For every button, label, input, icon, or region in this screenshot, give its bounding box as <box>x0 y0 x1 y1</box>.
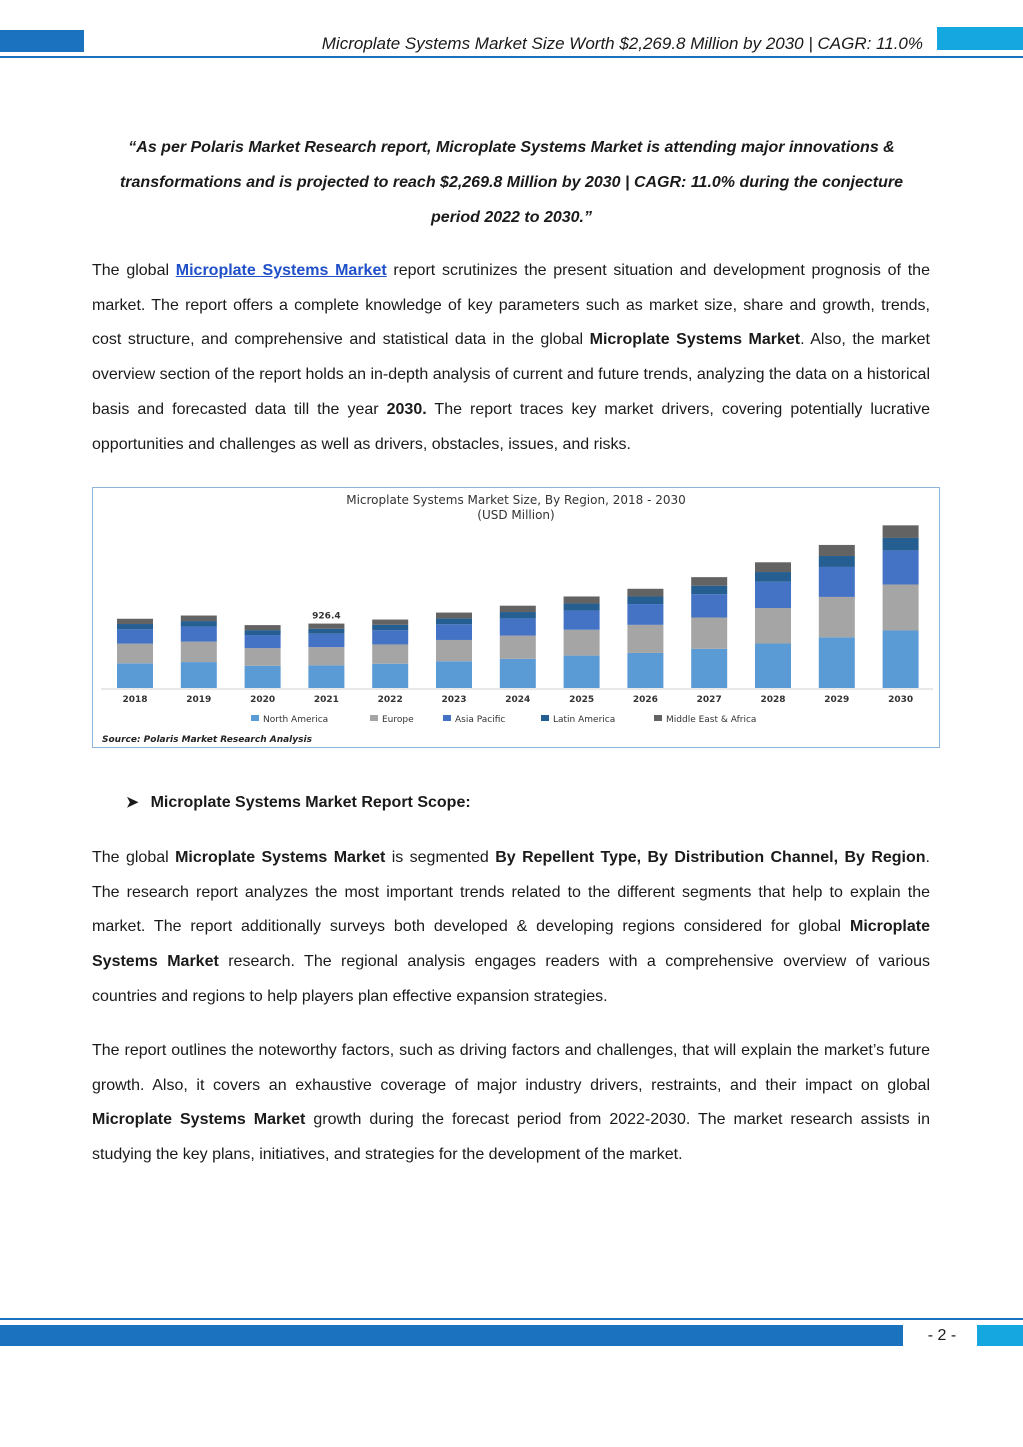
bar-2030-latin-america <box>883 538 919 550</box>
footer-accent-bar-right <box>977 1325 1023 1346</box>
bar-2021-latin-america <box>308 629 344 634</box>
bar-2019-asia-pacific <box>181 627 217 642</box>
x-tick-2029: 2029 <box>824 695 850 705</box>
chart-source: Source: Polaris Market Research Analysis <box>102 735 312 745</box>
bar-2024-middle-east-africa <box>500 606 536 612</box>
bar-2030-middle-east-africa <box>883 525 919 538</box>
bar-2024-north-america <box>500 659 536 688</box>
x-tick-2020: 2020 <box>250 695 276 705</box>
scope-bold-market: Microplate Systems Market <box>175 849 386 866</box>
bar-2018-latin-america <box>117 624 153 629</box>
header-title: Microplate Systems Market Size Worth $2,269.8 Million by 2030 | CAGR: 11.0% <box>321 34 923 53</box>
intro-bold-year: 2030. <box>386 400 427 418</box>
bar-2024-asia-pacific <box>500 618 536 635</box>
bar-2025-europe <box>564 630 600 656</box>
x-tick-2028: 2028 <box>760 695 786 705</box>
scope-heading-text: Microplate Systems Market Report Scope: <box>150 794 471 811</box>
bar-2025-north-america <box>564 656 600 688</box>
bar-2023-asia-pacific <box>436 624 472 640</box>
outlook-text-1: The report outlines the noteworthy factors, such as driving factors and challenges, that will explain the market’s future growth. Also, it covers an exhaustive coverage of major industry drivers, restraints, and their impact on global <box>92 1042 930 1094</box>
bar-2028-asia-pacific <box>755 582 791 608</box>
bar-2019-north-america <box>181 662 217 688</box>
legend-label-north-america: North America <box>263 715 329 725</box>
chart-x-tick-labels <box>122 695 913 705</box>
bar-2025-asia-pacific <box>564 611 600 630</box>
bar-2028-middle-east-africa <box>755 562 791 572</box>
legend-swatch-asia-pacific <box>443 715 451 721</box>
bar-2020-asia-pacific <box>245 635 281 648</box>
bar-2023-europe <box>436 640 472 661</box>
scope-heading <box>126 792 471 814</box>
bar-2027-latin-america <box>691 586 727 595</box>
bar-2027-north-america <box>691 649 727 688</box>
scope-bold-market-2: Microplate Systems Market <box>92 918 930 971</box>
x-tick-2021: 2021 <box>313 695 339 705</box>
report-quote: “As per Polaris Market Research report, Microplate Systems Market is attending major innovations & transformations and is projected to reach $2,269.8 Million by 2030 | CAGR: 11.0% during the conjecture period 2022 to 2030.” <box>119 139 904 226</box>
bar-2026-latin-america <box>627 596 663 604</box>
market-report-link[interactable]: Microplate Systems Market <box>175 262 387 279</box>
bar-2018-asia-pacific <box>117 629 153 643</box>
bar-2028-europe <box>755 608 791 644</box>
bar-2022-asia-pacific <box>372 630 408 644</box>
legend-label-europe: Europe <box>382 715 414 725</box>
bar-2020-middle-east-africa <box>245 625 281 630</box>
footer-accent-bar-left <box>0 1325 903 1346</box>
bar-2028-north-america <box>755 644 791 688</box>
bar-2022-latin-america <box>372 625 408 630</box>
bar-2030-europe <box>883 584 919 630</box>
scope-paragraph <box>92 841 930 1015</box>
bar-2019-middle-east-africa <box>181 616 217 622</box>
header-accent-bar-right <box>937 27 1023 50</box>
arrow-bullet-icon: ➤ <box>126 794 139 811</box>
bar-2026-asia-pacific <box>627 604 663 625</box>
bar-2029-north-america <box>819 637 855 688</box>
bar-2020-north-america <box>245 666 281 688</box>
bar-2018-middle-east-africa <box>117 619 153 624</box>
intro-text-1: The global <box>92 262 176 279</box>
bar-2018-europe <box>117 644 153 664</box>
chart-canvas <box>93 488 939 747</box>
scope-text-3: . The research report analyzes the most important trends related to the different segments that help to explain the market. The report additionally surveys both developed & developing regions considered for global <box>92 849 930 936</box>
bar-2025-latin-america <box>564 604 600 611</box>
data-label-2021: 926.4 <box>312 611 341 622</box>
legend-swatch-europe <box>370 715 378 721</box>
scope-text-4: research. The regional analysis engages readers with a comprehensive overview of various countries and regions to help players plan effective expansion strategies. <box>92 953 930 1005</box>
footer-rule <box>0 1318 1023 1320</box>
bar-2027-middle-east-africa <box>691 577 727 586</box>
outlook-text-2: growth during the forecast period from 2022-2030. The market research assists in studying the key plans, initiatives, and strategies for the development of the market. <box>92 1111 930 1164</box>
legend-swatch-middle-east-africa <box>654 715 662 721</box>
bar-2021-europe <box>308 647 344 665</box>
bar-2026-north-america <box>627 653 663 688</box>
bar-2021-asia-pacific <box>308 634 344 647</box>
chart-bars <box>117 525 919 688</box>
bar-2020-latin-america <box>245 630 281 635</box>
bar-2021-north-america <box>308 665 344 688</box>
intro-paragraph <box>92 254 930 462</box>
bar-2026-middle-east-africa <box>627 589 663 597</box>
market-size-chart <box>92 487 940 748</box>
legend-label-middle-east-africa: Middle East & Africa <box>666 715 757 725</box>
bar-2023-latin-america <box>436 618 472 624</box>
bar-2029-latin-america <box>819 556 855 567</box>
bar-2027-asia-pacific <box>691 594 727 617</box>
x-tick-2023: 2023 <box>441 695 467 705</box>
outlook-bold-market: Microplate Systems Market <box>92 1111 306 1129</box>
page-number: - 2 - <box>927 1327 957 1344</box>
intro-bold-market: Microplate Systems Market <box>589 331 801 349</box>
bar-2030-north-america <box>883 630 919 688</box>
bar-2024-europe <box>500 636 536 659</box>
intro-text-3: . Also, the market overview section of the report holds an in-depth analysis of current and future trends, analyzing the data on a historical basis and forecasted data till the year <box>92 331 931 418</box>
header-rule <box>0 56 1023 58</box>
x-tick-2024: 2024 <box>505 695 531 705</box>
bar-2029-middle-east-africa <box>819 545 855 556</box>
intro-text-4: The report traces key market drivers, covering potentially lucrative opportunities and challenges as well as drivers, obstacles, issues, and risks. <box>92 400 930 453</box>
bar-2030-asia-pacific <box>883 550 919 584</box>
bar-2024-latin-america <box>500 612 536 618</box>
bar-2029-europe <box>819 597 855 637</box>
bar-2022-middle-east-africa <box>372 620 408 625</box>
bar-2026-europe <box>627 625 663 653</box>
chart-title: Microplate Systems Market Size, By Region, 2018 - 2030 <box>346 493 686 507</box>
x-tick-2030: 2030 <box>888 695 914 705</box>
x-tick-2025: 2025 <box>569 695 595 705</box>
outlook-paragraph <box>92 1034 930 1173</box>
intro-text-2: report scrutinizes the present situation and development prognosis of the market. The report offers a complete knowledge of key parameters such as market size, share and growth, trends, cost structure, and comprehensive and statistical data in the global <box>92 262 930 349</box>
legend-label-asia-pacific: Asia Pacific <box>455 715 506 725</box>
x-tick-2018: 2018 <box>122 695 148 705</box>
x-tick-2027: 2027 <box>696 695 722 705</box>
bar-2027-europe <box>691 617 727 648</box>
legend-swatch-latin-america <box>541 715 549 721</box>
bar-2023-middle-east-africa <box>436 613 472 619</box>
bar-2023-north-america <box>436 661 472 688</box>
bar-2020-europe <box>245 648 281 666</box>
bar-2025-middle-east-africa <box>564 596 600 603</box>
chart-subtitle: (USD Million) <box>477 508 555 522</box>
bar-2019-europe <box>181 642 217 662</box>
x-tick-2019: 2019 <box>186 695 212 705</box>
bar-2018-north-america <box>117 663 153 688</box>
chart-legend <box>251 715 756 725</box>
scope-bold-segments: By Repellent Type, By Distribution Channel, By Region <box>495 849 926 866</box>
legend-swatch-north-america <box>251 715 259 721</box>
scope-text-1: The global <box>92 849 176 866</box>
x-tick-2022: 2022 <box>377 695 403 705</box>
bar-2022-europe <box>372 644 408 663</box>
bar-2021-middle-east-africa <box>308 624 344 629</box>
legend-label-latin-america: Latin America <box>553 715 616 725</box>
bar-2019-latin-america <box>181 621 217 627</box>
bar-2028-latin-america <box>755 572 791 582</box>
bar-2022-north-america <box>372 664 408 688</box>
bar-2029-asia-pacific <box>819 567 855 597</box>
scope-text-2: is segmented <box>385 849 496 866</box>
x-tick-2026: 2026 <box>632 695 658 705</box>
